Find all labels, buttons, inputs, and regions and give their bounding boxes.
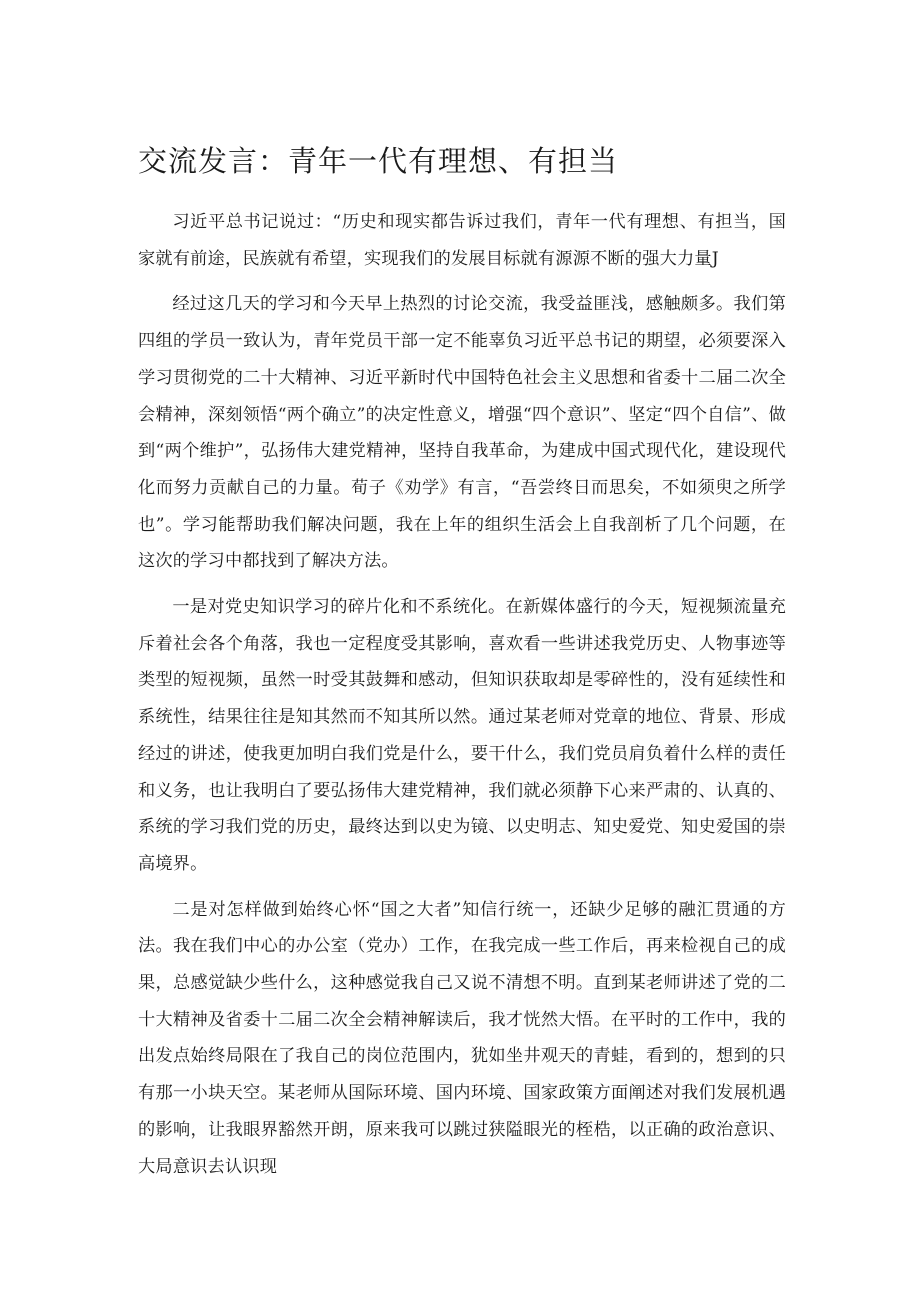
paragraph-quote: 习近平总书记说过：“历史和现实都告诉过我们，青年一代有理想、有担当，国家就有前途，民族就有希望，实现我们的发展目标就有源源不断的强大力量J — [138, 212, 786, 269]
document-title: 交流发言：青年一代有理想、有担当 — [138, 144, 619, 178]
paragraph-reflection: 经过这几天的学习和今天早上热烈的讨论交流，我受益匪浅，感触颇多。我们第四组的学员一致认为，青年党员干部一定不能辜负习近平总书记的期望，必须要深入学习贯彻党的二十大精神、习近平新时代中国特色社会主义思想和省委十二届二次全会精神，深刻领悟“两个确立”的决定性意义，增强“四个意识”、坚定“四个自信”、做到“两个维护”，弘扬伟大建党精神，坚持自我革命，为建成中国式现代化，建设现代化而努力贡献自己的力量。荀子《劝学》有言，“吾尝终日而思矣，不如须臾之所学也”。学习能帮助我们解决问题，我在上年的组织生活会上自我剖析了几个问题，在这次的学习中都找到了解决方法。 — [138, 294, 786, 572]
paragraph-point-two: 二是对怎样做到始终心怀“国之大者”知信行统一，还缺少足够的融汇贯通的方法。我在我们中心的办公室（党办）工作，在我完成一些工作后，再来检视自己的成果，总感觉缺少些什么，这种感觉我自己又说不清想不明。直到某老师讲述了党的二十大精神及省委十二届二次全会精神解读后，我才恍然大悟。在平时的工作中，我的出发点始终局限在了我自己的岗位范围内，犹如坐井观天的青蛙，看到的，想到的只有那一小块天空。某老师从国际环境、国内环境、国家政策方面阐述对我们发展机遇的影响，让我眼界豁然开朗，原来我可以跳过狭隘眼光的桎梏，以正确的政治意识、大局意识去认识现 — [138, 899, 786, 1177]
document-body — [138, 204, 786, 1194]
paragraph-point-one: 一是对党史知识学习的碎片化和不系统化。在新媒体盛行的今天，短视频流量充斥着社会各个角落，我也一定程度受其影响，喜欢看一些讲述我党历史、人物事迹等类型的短视频，虽然一时受其鼓舞和感动，但知识获取却是零碎性的，没有延续性和系统性，结果往往是知其然而不知其所以然。通过某老师对党章的地位、背景、形成经过的讲述，使我更加明白我们党是什么，要干什么，我们党员肩负着什么样的责任和义务，也让我明白了要弘扬伟大建党精神，我们就必须静下心来严肃的、认真的、系统的学习我们党的历史，最终达到以史为镜、以史明志、知史爱党、知史爱国的崇高境界。 — [138, 597, 786, 874]
